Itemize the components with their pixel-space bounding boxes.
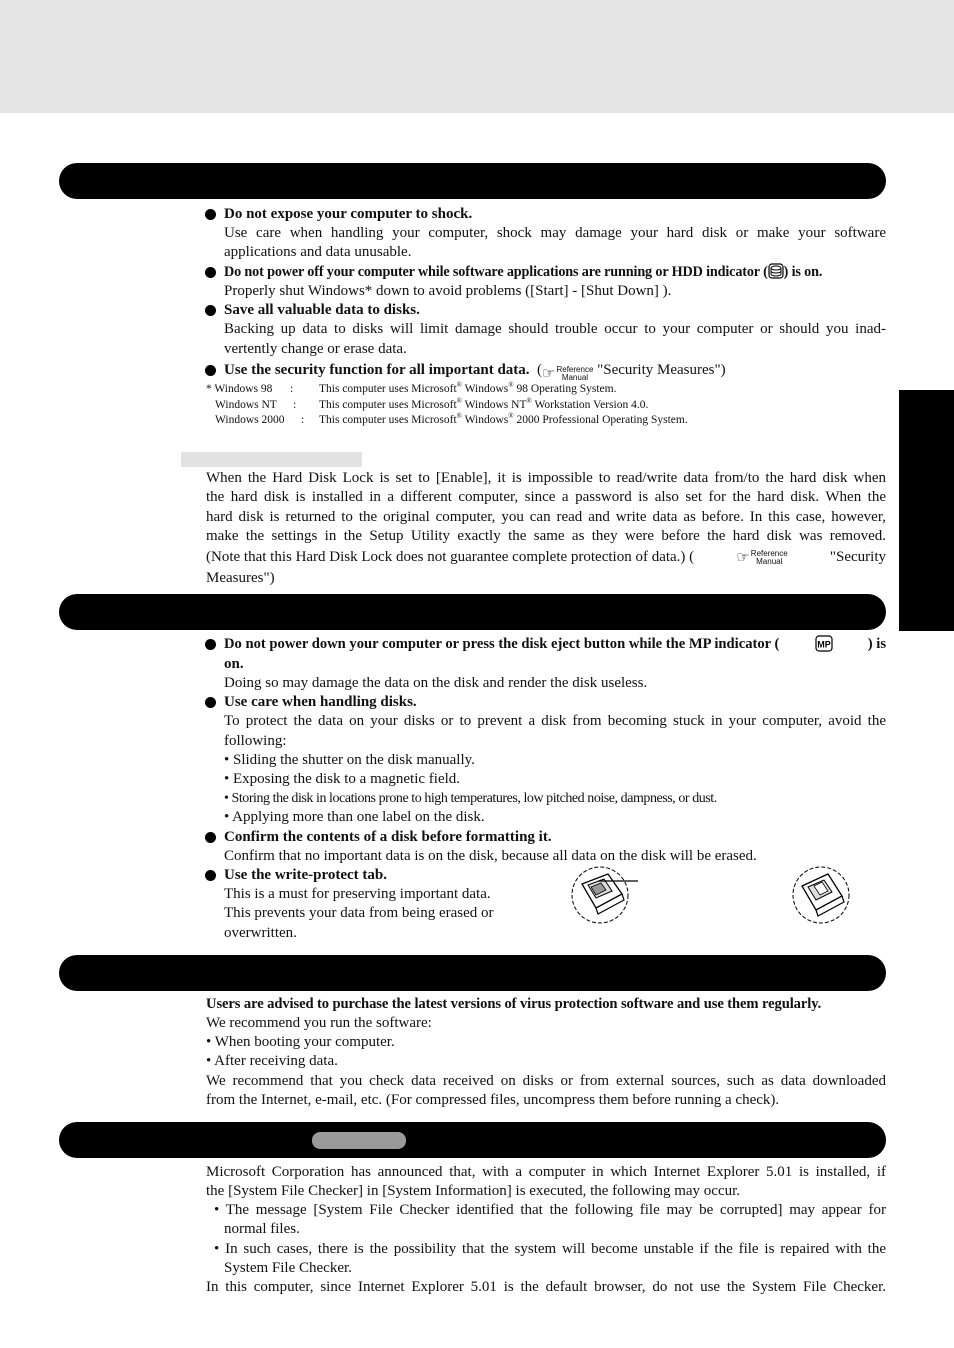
list-item: • When booting your computer. (206, 1034, 395, 1050)
write-protect-tab-illustration (568, 864, 642, 926)
section-bar-disks (59, 594, 886, 630)
footnote-sep: : (293, 399, 297, 411)
bullet (205, 639, 216, 650)
bullet (205, 365, 216, 376)
text-line: hard disk is returned to the original computer, you can read and write data as before. In this case, however, (206, 509, 886, 525)
list-item: • Sliding the shutter on the disk manually. (224, 752, 475, 768)
list-item: • Exposing the disk to a magnetic field. (224, 771, 461, 787)
text-line: overwritten. (224, 925, 297, 941)
heading-power-off: Do not power off your computer while software applications are running or HDD indicator ( ) is on. (224, 263, 822, 285)
footnote-text: This computer uses Microsoft® Windows® 98 Operating System. (319, 381, 617, 395)
reference-manual-icon: ☞ Reference Manual (542, 364, 594, 382)
mp-indicator-icon (815, 635, 833, 658)
text-line: Backing up data to disks will limit damage should trouble occur to your computer or should you inad- (224, 321, 886, 337)
heading-save-data: Save all valuable data to disks. (224, 302, 420, 318)
text-line: following: (224, 733, 287, 749)
heading-security: Use the security function for all important data. (224, 362, 530, 378)
heading-handling-disks: Use care when handling disks. (224, 694, 417, 710)
text-line: Use care when handling your computer, shock may damage your hard disk or make your software (224, 225, 886, 241)
hdd-indicator-icon (768, 263, 784, 285)
text-line: We recommend you run the software: (206, 1015, 432, 1031)
text-line: Microsoft Corporation has announced that, with a computer in which Internet Explorer 5.01 is installed, if (206, 1164, 886, 1180)
heading-power-down: Do not power down your computer or press the disk eject button while the MP indicator ( MP ) is (224, 635, 886, 658)
text-line: normal files. (224, 1221, 300, 1237)
list-item: • The message [System File Checker identified that the following file may be corrupted] may appear for (214, 1202, 886, 1218)
footnote-label: Windows 2000 (215, 414, 285, 426)
text-line: Measures") (206, 570, 275, 586)
heading-write-protect: Use the write-protect tab. (224, 867, 388, 883)
list-item: • Storing the disk in locations prone to high temperatures, low pitched noise, dampness, or dust. (224, 791, 717, 806)
text-line: make the settings in the Setup Utility exactly the same as they were before the hard disk was removed. (206, 528, 886, 544)
footnote-sep: : (290, 383, 294, 395)
text-line: This prevents your data from being erased or (224, 905, 494, 921)
text-line: System File Checker. (224, 1260, 352, 1276)
bullet (205, 697, 216, 708)
text-line: Properly shut Windows* down to avoid problems ([Start] - [Shut Down] ). (224, 283, 672, 299)
text-line: We recommend that you check data received on disks or from external sources, such as data downloaded (206, 1073, 886, 1089)
heading-shock: Do not expose your computer to shock. (224, 206, 473, 222)
text-line: the hard disk is installed in a different computer, since a password is also set for the hard disk. When the (206, 489, 886, 505)
heading-confirm-contents: Confirm the contents of a disk before formatting it. (224, 829, 552, 845)
virus-advice: Users are advised to purchase the latest versions of virus protection software and use them regularly. (206, 996, 822, 1012)
bullet (205, 305, 216, 316)
text-line: When the Hard Disk Lock is set to [Enable], it is impossible to read/write data from/to the hard disk when (206, 470, 886, 486)
text-line: vertently change or erase data. (224, 341, 407, 357)
footnote-label: * Windows 98 (206, 383, 273, 395)
bullet (205, 832, 216, 843)
svg-text:MP: MP (816, 639, 831, 650)
section-bar-hard-disk (59, 163, 886, 199)
list-item: • In such cases, there is the possibility that the system will become unstable if the file is repaired with the (214, 1241, 886, 1257)
text-line: In this computer, since Internet Explorer 5.01 is the default browser, do not use the System File Checker. (206, 1279, 886, 1295)
text-line: applications and data unusable. (224, 244, 412, 260)
pointing-hand-icon: ☞ (736, 549, 750, 566)
footnote-text: This computer uses Microsoft® Windows NT® Workstation Version 4.0. (319, 397, 649, 411)
footnote-label: Windows NT (215, 399, 277, 411)
bullet (205, 870, 216, 881)
section-bar-system-file-checker (59, 1122, 886, 1158)
text-line: from the Internet, e-mail, etc. (For compressed files, uncompress them before running a check). (206, 1092, 780, 1108)
list-item: • Applying more than one label on the disk. (224, 809, 485, 825)
list-item: • After receiving data. (206, 1053, 338, 1069)
pointing-hand-icon: ☞ (542, 365, 556, 382)
security-line: Use the security function for all important data. ( ☞ Reference Manual "Security Measures") (224, 362, 726, 382)
subheading-box (181, 452, 362, 467)
top-header-band (0, 0, 954, 113)
bullet (205, 267, 216, 278)
text-line: (Note that this Hard Disk Lock does not guarantee complete protection of data.) ( ☞ Reference Manual "Security (206, 548, 886, 566)
footnote-sep: : (301, 414, 305, 426)
bullet (205, 209, 216, 220)
os-badge (312, 1132, 406, 1149)
text-line: This is a must for preserving important data. (224, 886, 491, 902)
text-line: Doing so may damage the data on the disk and render the disk useless. (224, 675, 648, 691)
text-line: Confirm that no important data is on the disk, because all data on the disk will be erased. (224, 848, 757, 864)
text-line: To protect the data on your disks or to prevent a disk from becoming stuck in your computer, avoid the (224, 713, 886, 729)
write-protect-tab-illustration-alt (790, 864, 852, 926)
heading-power-down-cont: on. (224, 656, 244, 672)
footnote-text: This computer uses Microsoft® Windows® 2000 Professional Operating System. (319, 412, 688, 426)
section-bar-virus (59, 955, 886, 991)
reference-manual-icon: ☞ Reference Manual (736, 548, 788, 566)
text-line: the [System File Checker] in [System Information] is executed, the following may occur. (206, 1183, 741, 1199)
side-index-tab (899, 390, 954, 631)
